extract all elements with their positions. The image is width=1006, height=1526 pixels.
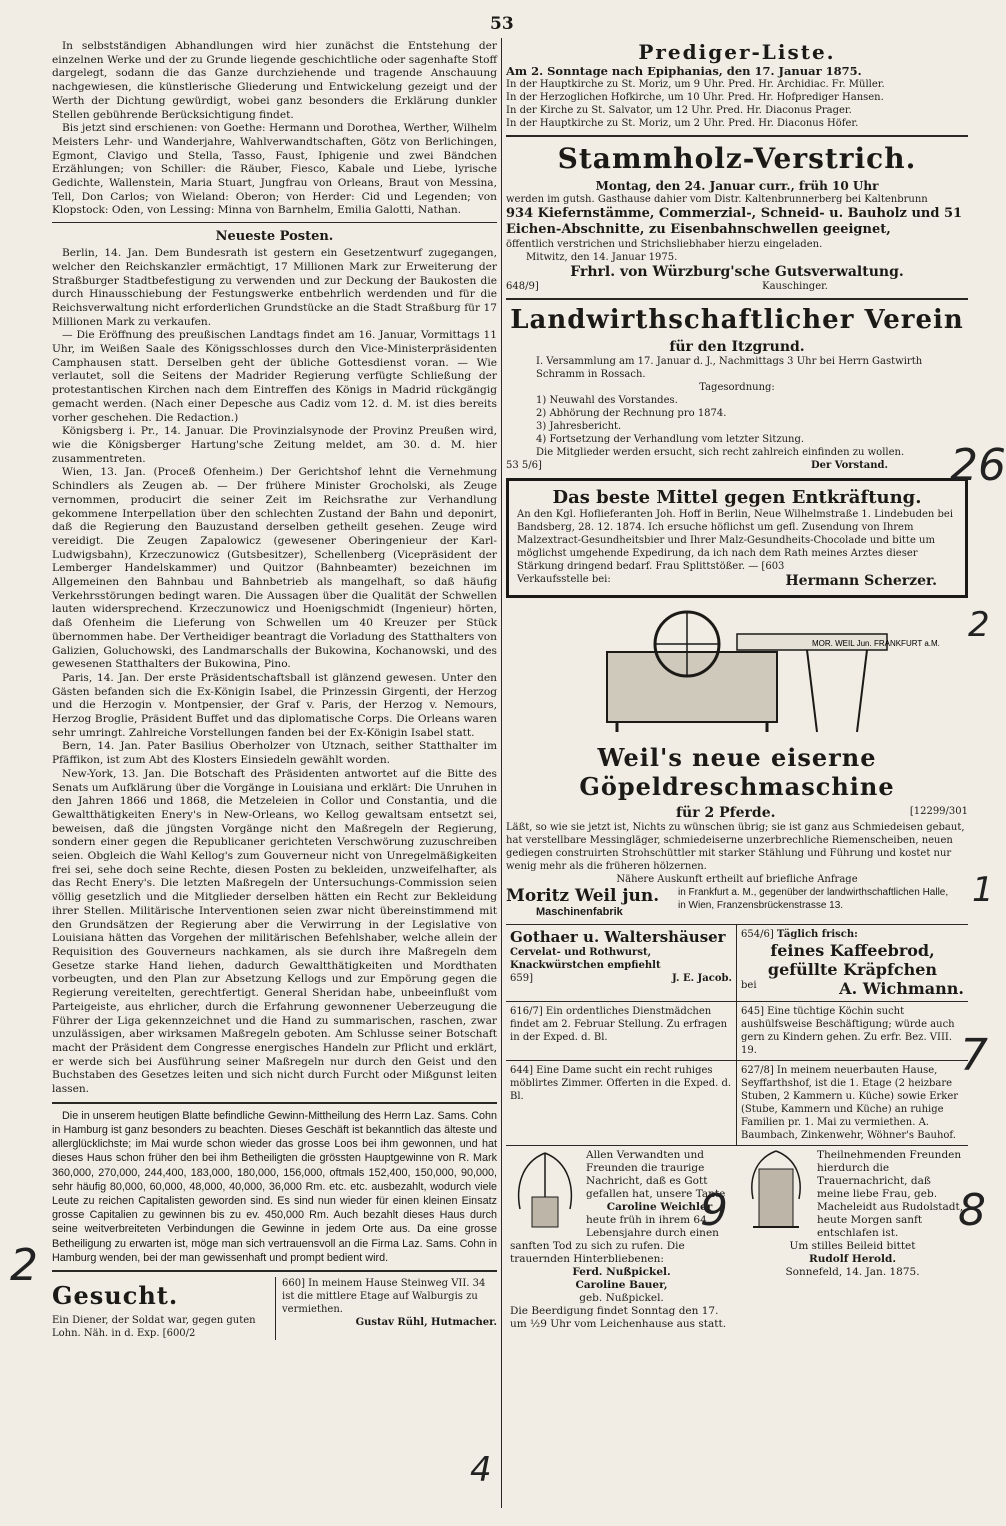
bottom-ads-row bbox=[52, 1277, 497, 1340]
death1-sig-2: Caroline Bauer, bbox=[575, 1279, 668, 1291]
news-berlin: Berlin, 14. Jan. Dem Bundesrath ist gestern ein Gesetzentwurf zugegangen, welcher den Reichskanzler ermächtigt, 17 Millionen Mark zur Erweiterung der Straßburger Stadtbefestigung zu verwenden und zur Deckung der Baukosten die durch Hinausschiebung der Festungswerke entbehrlich werdenden und für die Reichsverwaltung nicht erforderlichen Grundstücke an die Stadt Straßburg für 17 Millionen Mark zu verkaufen. bbox=[52, 247, 497, 328]
verein-agenda-title: Tagesordnung: bbox=[699, 382, 775, 393]
death1-text: Allen Verwandten und Freunden die traurige Nachricht, daß es Gott gefallen hat, unsere Tante bbox=[586, 1149, 726, 1200]
death1-funeral: Die Beerdigung findet Sonntag den 17. um ½9 Uhr vom Leichenhause aus statt. bbox=[510, 1305, 727, 1330]
kaffeebrod-ref: 654/6] bbox=[741, 929, 774, 940]
death1-sig-1: Ferd. Nußpickel. bbox=[572, 1266, 671, 1278]
stammholz-date: Montag, den 24. Januar curr., früh 10 Uhr bbox=[595, 179, 879, 193]
gotha-title: Gothaer u. Waltershäuser bbox=[510, 928, 726, 946]
mittel-ad bbox=[506, 478, 968, 598]
prediger-line-1: In der Hauptkirche zu St. Moriz, um 9 Uhr. Pred. Hr. Archidiac. Fr. Müller. bbox=[506, 79, 885, 90]
weil-subtitle: für 2 Pferde. bbox=[676, 805, 776, 821]
weil-address-2: in Wien, Franzensbrückenstrasse 13. bbox=[678, 900, 844, 911]
gesucht-ad bbox=[52, 1277, 272, 1340]
weil-firm-sub: Maschinenfabrik bbox=[536, 906, 623, 918]
news-newyork: New-York, 13. Jan. Die Botschaft des Präsidenten antwortet auf die Bitte des Senats um Aufklärung über die Vorgänge in Louisiana und erklärt: Die Unruhen in den Jahren 1866 und 1868, die Metzeleien in Collor und Constantia, und die Gewaltthätigkeiten Enery's in New-Orleans, wo Kellog gewaltsam entsetzt sei, beweisen, daß die jüngsten Vorgänge nicht den Maßregeln der Regierung, sondern einer gegen die Republicaner gerichteten Verschwörung zuzuschreiben seien. Obgleich die Wahl Kellog's zum Gouverneur nicht von Unregelmäßigkeiten frei sei, sehe doch seine Rechte, diesen Posten zu bekleiden, unzweifelhafter, als das Recht Enery's. Die letzten Maßregeln der Untersuchungs-Commission seien völlig gesetzlich und die Mitglieder derselben hätten ein Recht zur Bekleidung ihrer Stellen. Militärische Interventionen seien zwar nicht übereinstimmend mit den Grundsätzen der Regierung aber die Verwirrung in der Legislative von Louisiana hätten das Vorgehen der militärischen Befehlshaber, welche allein der Requisition des Gouverneurs nachkamen, als sie durch ihre Maßregeln dem Gesetze starke Hand liehen, dadurch Gewaltthätigkeiten und Mordthaten vorbeugten, und den Plan zur Absetzung Kellogs und zur Empörung gegen die Regierung vereitelten, gerechtfertigt. General Sheridan habe, unbeeinflußt vom Parteigeiste, aus ehrlicher, durch die Erfahrung gewonnener Ueberzeugung die Führer der Liga gekennzeichnet und die Hand zu summarischen, raschen, zwar unzulässigen, aber wirksamen Maßregeln geboten. Am Schlusse seiner Botschaft macht der Präsident dem Congresse energisches Handeln zur Pflicht und erklärt, er werde sich bei Ausführung seiner Maßregeln nur durch den Geist und den Buchstaben des Gesetzes leiten und sich nicht durch Furcht oder Mißgunst leiten lassen. bbox=[52, 767, 497, 1096]
gotha-ref: 659] bbox=[510, 973, 533, 984]
stammholz-ref: 648/9] bbox=[506, 281, 539, 292]
handwritten-number: 7 bbox=[960, 1030, 988, 1081]
kaffeebrod-name: A. Wichmann. bbox=[839, 979, 964, 998]
prediger-subtitle: Am 2. Sonntage nach Epiphanias, den 17. Januar 1875. bbox=[506, 64, 862, 78]
verein-agenda-4: 4) Fortsetzung der Verhandlung vom letzter Sitzung. bbox=[536, 434, 805, 445]
mittel-title: Das beste Mittel gegen Entkräftung. bbox=[552, 487, 922, 508]
weil-info: Nähere Auskunft ertheilt auf briefliche Anfrage bbox=[616, 874, 858, 885]
weil-title: Weil's neue eiserne Göpeldreschmaschine bbox=[579, 743, 895, 801]
death-notice-herold bbox=[737, 1146, 968, 1334]
stammholz-place-date: Mitwitz, den 14. Januar 1975. bbox=[526, 252, 678, 263]
kaffeebrod-line-1: feines Kaffeebrod, bbox=[770, 941, 935, 960]
prediger-line-3: In der Kirche zu St. Salvator, um 12 Uhr. Pred. Hr. Diaconus Prager. bbox=[506, 105, 852, 116]
steinweg-ad bbox=[275, 1277, 497, 1340]
mittel-text: An den Kgl. Hoflieferanten Joh. Hoff in Berlin, Neue Wilhelmstraße 1. Lindebuden bei Bandsberg, 28. 12. 1874. Ich ersuche höflichst um gefl. Zusendung von Ihrem Malzextract-Gesundheitsbier und Ihrer Malz-Gesundheits-Chocolade und bitte um möglichst umgehende Expedirung, da ich nach dem Rath meines Arztes dieser Stärkung dringend bedarf. Frau Splittstößer. — [603 bbox=[517, 509, 954, 572]
news-bern: Bern, 14. Jan. Pater Basilius Oberholzer von Utznach, seither Statthalter im Pfäffikon, ist zum Abt des Klosters Einsiedeln gewählt worden. bbox=[52, 740, 497, 767]
stammholz-invitation: öffentlich verstrichen und Strichsliebhaber hierzu eingeladen. bbox=[506, 239, 823, 250]
weil-text: Läßt, so wie sie jetzt ist, Nichts zu wünschen übrig; sie ist ganz aus Schmiedeisen gebaut, hat verstellbare Messingläger, schmiedeiserne unzerbrechliche Riemenscheiben, neuen gediegen construirten Strohschüttler mit starker Stählung und Führung und kostet nur wenig mehr als die früheren hölzernen. bbox=[506, 822, 965, 872]
death2-signature: Rudolf Herold. bbox=[809, 1253, 896, 1265]
gesucht-title: Gesucht. bbox=[52, 1280, 179, 1310]
news-koenigsberg: Königsberg i. Pr., 14. Januar. Die Provinzialsynode der Provinz Preußen wird, wie die Königsberger Hartung'sche Zeitung meldet, am 30. d. M. hier zusammentreten. bbox=[52, 425, 497, 465]
handwritten-number: 8 bbox=[958, 1185, 986, 1236]
monument-icon bbox=[741, 1149, 811, 1233]
prediger-list bbox=[506, 40, 968, 130]
weil-firm-row bbox=[506, 886, 968, 918]
intro-paragraph-1: In selbstständigen Abhandlungen wird hier zunächst die Entstehung der einzelnen Werke und der zu Grunde liegende geschichtliche oder sagenhafte Stoff dargelegt, sodann die das Ganze durchziehende und tragende Anschauung nachgewiesen, die künstlerische Gliederung und Entwickelung gezeigt und der Werth der Dichtung gewürdigt, wobei ganz besonders die Erklärung dunkler Stellen gebührende Berücksichtigung findet. bbox=[52, 40, 497, 121]
small-ads-grid bbox=[506, 924, 968, 1146]
stammholz-ad bbox=[506, 142, 968, 293]
news-landtag: — Die Eröffnung des preußischen Landtags findet am 16. Januar, Vormittags 11 Uhr, im Weißen Saale des Königsschlosses durch den Vice-Ministerpräsidenten Camphausen statt. Derselben geht der übliche Gottesdienst voran. — Wie verlautet, soll die Seitens der Madrider Regierung verfügte Schließung der protestantischen Kirchen nach dem Eintreffen des Königs in Madrid rückgängig gemacht werden. (Nach einer Depesche aus Cadiz vom 12. d. M. ist dies bereits vorher geschehen. Die Redaction.) bbox=[52, 329, 497, 424]
page-number: 53 bbox=[490, 14, 514, 34]
handwritten-number: 26 bbox=[950, 440, 1006, 491]
death-notices bbox=[506, 1146, 968, 1334]
small-ad-koechin: 645] Eine tüchtige Köchin sucht aushülfsweise Beschäftigung; würde auch gern zu Kindern gehen. Zu erfr. Bez. VIII. 19. bbox=[737, 1002, 968, 1061]
verein-ref: 53 5/6] bbox=[506, 460, 542, 471]
column-divider bbox=[501, 38, 502, 1508]
divider bbox=[52, 1270, 497, 1272]
death-notice-weichler bbox=[506, 1146, 737, 1334]
intro-paragraph-2: Bis jetzt sind erschienen: von Goethe: Hermann und Dorothea, Werther, Wilhelm Meisters Lehr- und Wanderjahre, Wahlverwandtschaften, Götz von Berlichingen, Egmont, Clavigo und Stella, Tasso, Faust, Iphigenie und zwei Bändchen Erzählungen; von Schiller: die Räuber, Fiesco, Kabale und Liebe, lyrische Gedichte, Wallenstein, Maria Stuart, Jungfrau von Orleans, Braut von Messina, Tell, Don Carlos; von Wieland: Oberon; von Herder: Cid und Legenden; von Klopstock: Oden, von Lessing: Minna von Barnhelm, Emilia Galotti, Nathan. bbox=[52, 122, 497, 217]
gotha-line: Cervelat- und Rothwurst, Knackwürstchen empfiehlt bbox=[510, 947, 661, 971]
death2-text: Theilnehmenden Freunden hierdurch die Trauernachricht, daß meine liebe Frau, geb. Macheleidt aus Rudolstadt, heute Morgen sanft entschlafen ist. bbox=[817, 1149, 964, 1239]
verein-signature: Der Vorstand. bbox=[810, 460, 888, 471]
prediger-line-4: In der Hauptkirche zu St. Moriz, um 2 Uhr. Pred. Hr. Diaconus Höfer. bbox=[506, 118, 859, 129]
handwritten-number: 9 bbox=[700, 1185, 728, 1236]
machine-label: MOR. WEIL Jun. FRANKFURT a.M. bbox=[812, 639, 940, 648]
verein-meeting: I. Versammlung am 17. Januar d. J., Nachmittags 3 Uhr bei Herrn Gastwirth Schramm in Rossach. bbox=[536, 356, 923, 380]
weil-firm: Moritz Weil jun. bbox=[506, 886, 660, 906]
lottery-notice: Die in unserem heutigen Blatte befindliche Gewinn-Mittheilung des Herrn Laz. Sams. Cohn in Hamburg ist ganz besonders zu beachten. Dieses Geschäft ist bekanntlich das älteste und allerglücklichste; im Mai wurde schon wieder das grosse Loos bei ihm gewonnen, und hat dieses Haus schon früher den bei ihm Betheiligten die grössten Hauptgewinne von R. Mark 360,000, 270,000, 244,400, 183,000, 180,000, 156,000, oftmals 152,400, 150,000, 90,000, sehr häufig 80,000, 60,000, 48,000, 40,000, 36,000 Rm. etc. etc. ausbezahlt, wodurch viele Leute zu reichen Capitalisten geworden sind. Es sind nun wieder für einen kleinen Einsatz grosse Capitalien zu gewinnen bis zu ev. 450,000 Rm. Auch bezahlt dieses Haus durch seine weitverbreiteten Verbindungen die Gewinne in jedem Orte aus. Da eine grosse Betheiligung zu erwarten ist, möge man sich vertrauensvoll an die Firma Laz. Sams. Cohn in Hamburg wenden, bei der man gewissenhaft und prompt bedient wird. bbox=[52, 1109, 497, 1264]
verein-subtitle: für den Itzgrund. bbox=[669, 339, 805, 355]
mittel-seller-label: Verkaufsstelle bei: bbox=[517, 574, 611, 585]
divider bbox=[52, 1102, 497, 1104]
steinweg-text: 660] In meinem Hause Steinweg VII. 34 ist die mittlere Etage auf Walburgis zu vermiethen. bbox=[282, 1277, 486, 1315]
divider bbox=[506, 298, 968, 300]
prediger-line-2: In der Herzoglichen Hofkirche, um 10 Uhr. Pred. Hr. Hofprediger Hansen. bbox=[506, 92, 884, 103]
weil-ad bbox=[506, 604, 968, 918]
news-title: Neueste Posten. bbox=[215, 229, 334, 245]
kaffeebrod-line-2: gefüllte Kräpfchen bbox=[767, 960, 938, 979]
stammholz-location: werden im gutsh. Gasthause dahier vom Distr. Kaltenbrunnerberg bei Kaltenbrunn bbox=[506, 194, 928, 205]
steinweg-signature: Gustav Rühl, Hutmacher. bbox=[355, 1316, 497, 1328]
left-column bbox=[52, 40, 497, 1340]
stammholz-signature: Frhrl. von Würzburg'sche Gutsverwaltung. bbox=[570, 264, 904, 280]
handwritten-number: 4 bbox=[470, 1450, 492, 1490]
death2-text-2: Um stilles Beileid bittet bbox=[789, 1240, 916, 1252]
stammholz-name: Kauschinger. bbox=[762, 281, 828, 292]
kaffeebrod-ad bbox=[737, 925, 968, 1002]
death1-text-2: heute früh in ihrem 64. Lebensjahre durch einen sanften Tod zu sich zu rufen. Die trauernden Hinterbliebenen: bbox=[510, 1214, 719, 1265]
verein-ad bbox=[506, 305, 968, 472]
verein-title: Landwirthschaftlicher Verein bbox=[510, 305, 964, 335]
threshing-machine-illustration bbox=[567, 604, 940, 739]
death2-place-date: Sonnefeld, 14. Jan. 1875. bbox=[785, 1266, 920, 1278]
stammholz-title: Stammholz-Verstrich. bbox=[557, 142, 917, 175]
small-ad-etage: 627/8] In meinem neuerbauten Hause, Seyffarthshof, ist die 1. Etage (2 heizbare Stuben, 2 Kammern u. Küche) sowie Erker (Stube, Kammern und Küche) an ruhige Familien pr. 1. Mai zu vermiethen. A. Baumbach, Zinkenwehr, Wöhner's Bauhof. bbox=[737, 1061, 968, 1146]
verein-agenda-3: 3) Jahresbericht. bbox=[536, 421, 622, 432]
willow-urn-icon bbox=[510, 1149, 580, 1233]
news-wien: Wien, 13. Jan. (Proceß Ofenheim.) Der Gerichtshof lehnt die Vernehmung Schindlers als Zeugen ab. — Der frühere Minister Grocholski, als Zeuge vernommen, producirt die seiner Zeit im Reichsrathe zur Verhandlung gekommene Interpellation über den schlechten Zustand der Bahn und deponirt, daß die Regierung den Bauzustand derselben getheilt gesehen. Zeuge wird vereidigt. Die Zeugen Zapalowicz (gewesener Oberingenieur der Karl-Ludwigsbahn), Krzeczunowicz (Gutsbesitzer), Schellenberg (Vicepräsident der Lemberger Handelskammer) und Quitzor (Bahnbeamter) bezeichnen im Allgemeinen den Bahnbau und Bahnbetrieb als mangelhaft, so daß häufig Verkehrsstörungen bedingt waren. Die Aussagen über die Qualität der Schwellen lauten widersprechend. Krzeczunowicz und Hoenigschmidt (Ingenieur) hörten, daß Ofenheim die Lieferung von Schwellen um 40 Kreuzer per Stück übernommen habe. Der Vertheidiger beantragt die Vorladung des Statthalters von Galizien, Goluchowski, des Landmarschalls der Bukowina, Kochanowski, und des gewesenen Statthalters der Bukowina, Pino. bbox=[52, 466, 497, 671]
verein-agenda-1: 1) Neuwahl des Vorstandes. bbox=[536, 395, 678, 406]
death1-sig-3: geb. Nußpickel. bbox=[579, 1292, 664, 1304]
mittel-seller-name: Hermann Scherzer. bbox=[785, 573, 937, 589]
prediger-title: Prediger-Liste. bbox=[638, 40, 836, 64]
death1-name: Caroline Weichler bbox=[606, 1201, 713, 1213]
divider bbox=[506, 135, 968, 137]
handwritten-number: 2 bbox=[968, 605, 990, 645]
divider bbox=[52, 222, 497, 223]
handwritten-number: 1 bbox=[972, 870, 994, 910]
gotha-ad bbox=[506, 925, 737, 1002]
small-ad-dienstmaedchen: 616/7] Ein ordentliches Dienstmädchen findet am 2. Februar Stellung. Zu erfragen in der Exped. d. Bl. bbox=[506, 1002, 737, 1061]
gotha-name: J. E. Jacob. bbox=[672, 973, 732, 984]
weil-address-1: in Frankfurt a. M., gegenüber der landwirthschaftlichen Halle, bbox=[678, 887, 949, 898]
news-paris: Paris, 14. Jan. Der erste Präsidentschaftsball ist glänzend gewesen. Unter den Gästen befanden sich die Ex-Königin Isabel, die Prinzessin Girgenti, der Herzog und die Herzogin v. Montpensier, der Graf v. Paris, der Herzog v. Nemours, Herzog Broglie, Präsident Buffet und das diplomatische Corps. Die Orleans waren sehr umringt. Zahlreiche Vorstellungen fanden bei der Ex-Königin Isabel statt. bbox=[52, 671, 497, 739]
gesucht-text: Ein Diener, der Soldat war, gegen guten Lohn. Näh. in d. Exp. [600/2 bbox=[52, 1314, 256, 1339]
weil-ref: [12299/301 bbox=[909, 806, 968, 817]
kaffeebrod-title: Täglich frisch: bbox=[776, 929, 858, 940]
verein-closing: Die Mitglieder werden ersucht, sich recht zahlreich einfinden zu wollen. bbox=[536, 447, 905, 458]
small-ad-zimmer: 644] Eine Dame sucht ein recht ruhiges möblirtes Zimmer. Offerten in die Exped. d. Bl. bbox=[506, 1061, 737, 1146]
handwritten-number: 2 bbox=[10, 1240, 38, 1291]
kaffeebrod-by: bei bbox=[741, 980, 757, 991]
verein-agenda-2: 2) Abhörung der Rechnung pro 1874. bbox=[536, 408, 727, 419]
stammholz-items: 934 Kiefernstämme, Commerzial-, Schneid- u. Bauholz und 51 Eichen-Abschnitte, zu Eisenbahnschwellen geeignet, bbox=[506, 206, 963, 237]
right-column bbox=[506, 40, 968, 1334]
